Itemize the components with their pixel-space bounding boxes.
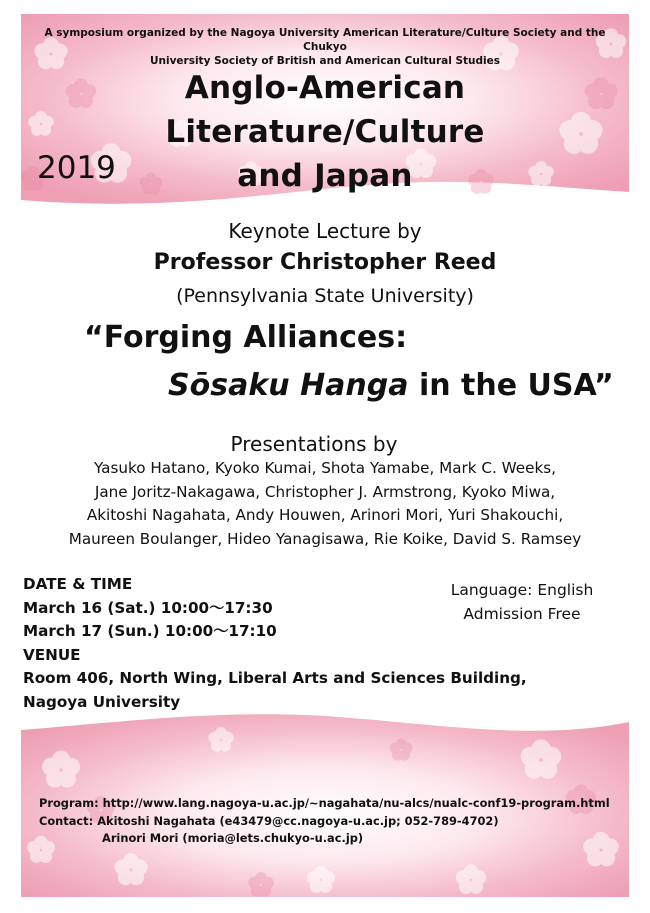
presenters-list (40, 457, 610, 551)
lecture-title-line-1: “Forging Alliances: (84, 320, 408, 355)
contact-person-1: Akitoshi Nagahata (e43479@cc.nagoya-u.ac.jp; 052-789-4702) (97, 813, 499, 828)
contact-line-1 (39, 813, 610, 831)
program-url[interactable]: Program: http://www.lang.nagoya-u.ac.jp/~nagahata/nu-alcs/nualc-conf19-program.html (39, 796, 610, 810)
presenters-line: Akitoshi Nagahata, Andy Houwen, Arinori Mori, Yuri Shakouchi, (86, 506, 564, 524)
language-admission (428, 578, 616, 626)
presentations-heading: Presentations by (230, 432, 398, 456)
datetime-day-2: March 17 (Sun.) 10:00〜17:10 (23, 622, 277, 640)
contact-person-2: Arinori Mori (moria@lets.chukyo-u.ac.jp) (102, 831, 364, 845)
presenters-line: Maureen Boulanger, Hideo Yanagisawa, Rie Koike, David S. Ramsey (68, 529, 582, 548)
datetime-block (23, 573, 277, 667)
contact-label: Contact: (39, 813, 94, 828)
organizer-line-2: University Society of British and American Cultural Studies (149, 55, 501, 67)
title-line-1: Anglo-American Literature/Culture (165, 70, 485, 150)
keynote-speaker: Professor Christopher Reed (153, 250, 497, 275)
language-info: Language: English (450, 581, 594, 599)
datetime-day-1: March 16 (Sat.) 10:00〜17:30 (23, 598, 273, 617)
symposium-year: 2019 (37, 150, 116, 186)
lecture-title-line-2 (168, 364, 614, 408)
admission-info: Admission Free (463, 605, 581, 623)
datetime-label: DATE & TIME (23, 575, 133, 593)
organizer-note (30, 26, 620, 68)
presenters-line: Jane Joritz-Nakagawa, Christopher J. Armstrong, Kyoko Miwa, (94, 482, 556, 501)
contact-block (39, 795, 610, 848)
lecture-title-rest: in the USA” (408, 368, 614, 403)
title-line-2: and Japan (237, 158, 413, 194)
lecture-title-italic: Sōsaku Hanga (168, 368, 409, 403)
venue-address: Room 406, North Wing, Liberal Arts and Sciences Building, Nagoya University (23, 669, 527, 711)
organizer-line-1: A symposium organized by the Nagoya University American Literature/Culture Society and the Chukyo (44, 27, 606, 53)
keynote-heading: Keynote Lecture by (228, 219, 422, 243)
keynote-affiliation: (Pennsylvania State University) (176, 285, 474, 307)
venue-label: VENUE (23, 645, 81, 664)
presenters-line: Yasuko Hatano, Kyoko Kumai, Shota Yamabe, Mark C. Weeks, (93, 459, 557, 477)
